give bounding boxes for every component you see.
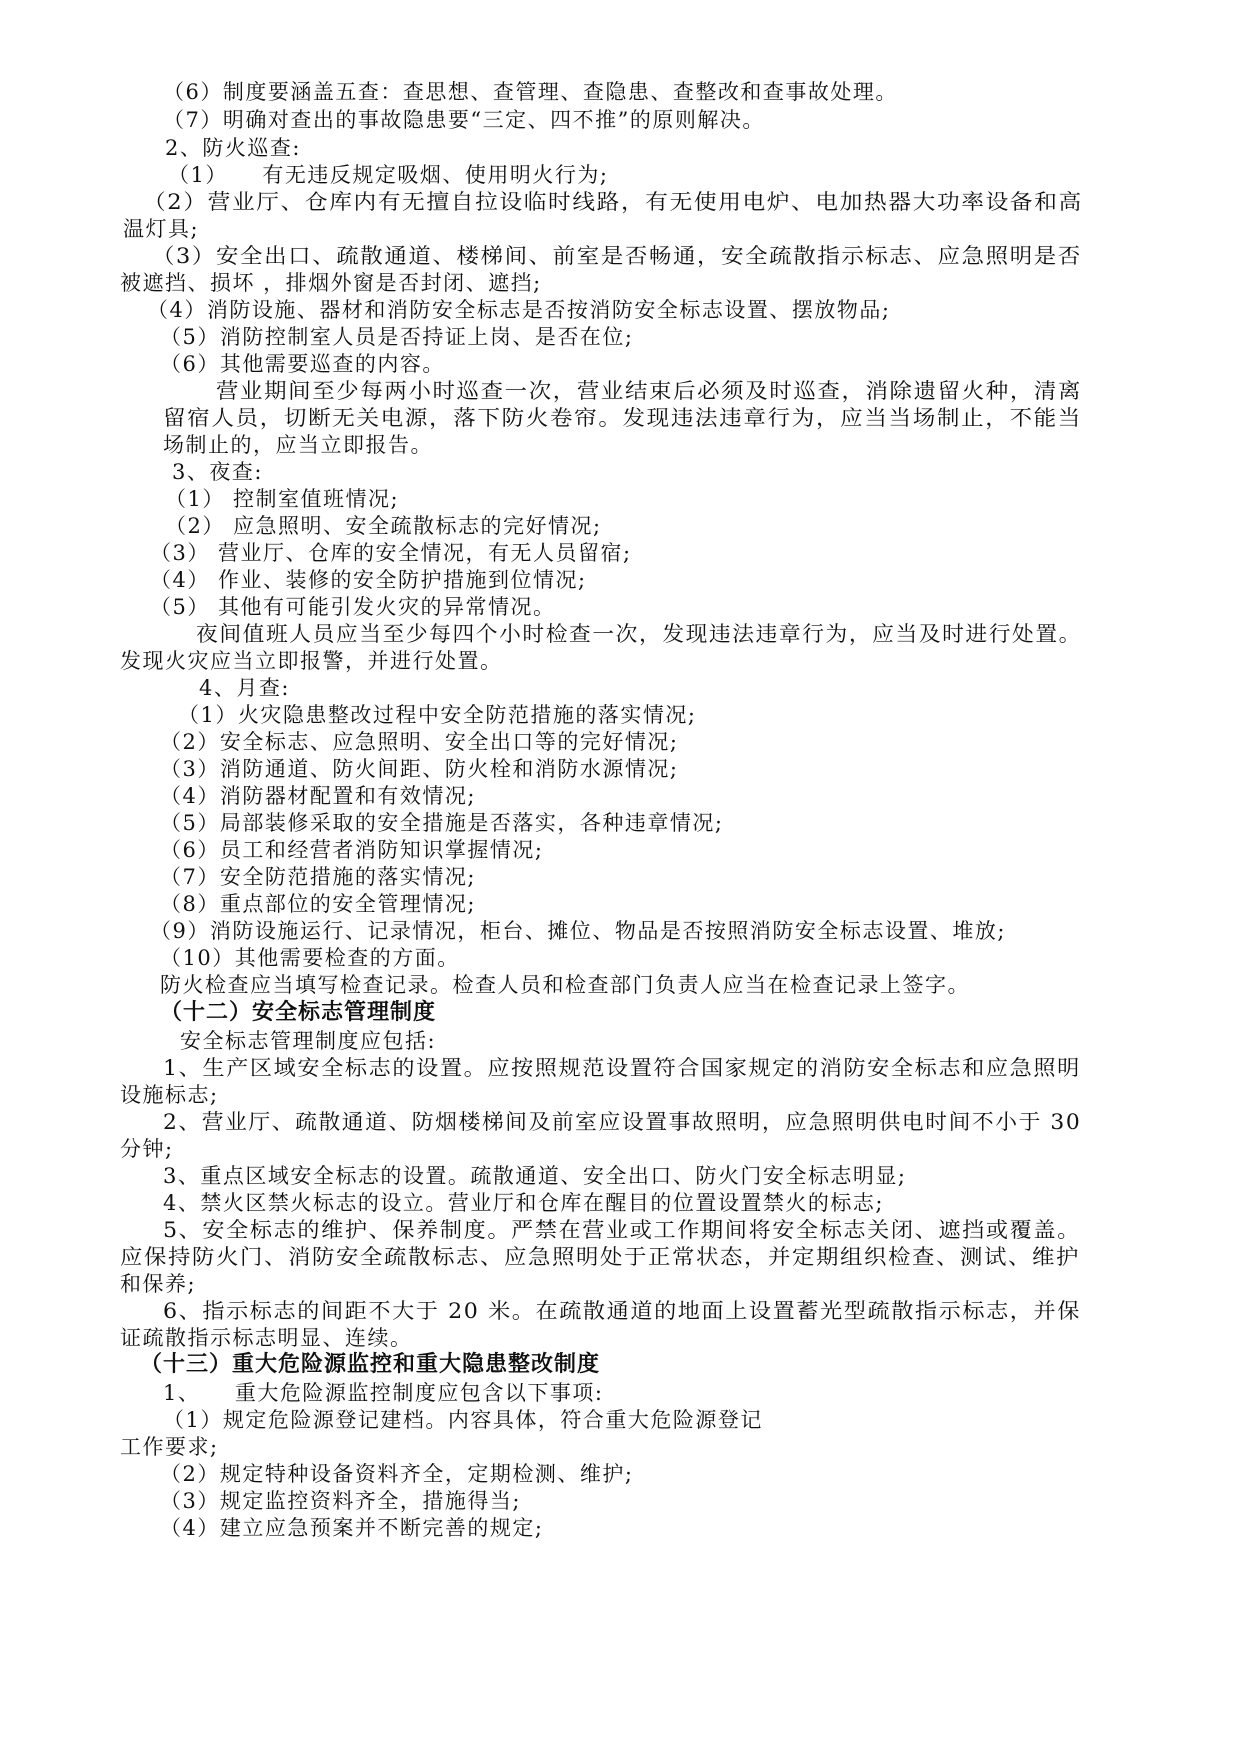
text-line: 2、营业厅、疏散通道、防烟楼梯间及前室应设置事故照明，应急照明供电时间不小于 30: [163, 1110, 1082, 1134]
text-line: （4）消防设施、器材和消防安全标志是否按消防安全标志设置、摆放物品;: [147, 298, 891, 322]
text-line: 4、月查:: [199, 676, 290, 700]
text-line: （4） 作业、装修的安全防护措施到位情况;: [150, 568, 587, 592]
text-line: 和保养;: [120, 1272, 197, 1296]
text-line: 留宿人员，切断无关电源，落下防火卷帘。发现违法违章行为，应当当场制止，不能当: [163, 406, 1082, 430]
text-line: （3）规定监控资料齐全，措施得当;: [160, 1489, 521, 1513]
text-line: （2）营业厅、仓库内有无擅自拉设临时线路，有无使用电炉、电加热器大功率设备和高: [143, 190, 1083, 214]
text-line: （4）消防器材配置和有效情况;: [160, 784, 476, 808]
text-line: （2）安全标志、应急照明、安全出口等的完好情况;: [160, 730, 679, 754]
text-line: 5、安全标志的维护、保养制度。严禁在营业或工作期间将安全标志关闭、遮挡或覆盖。: [163, 1218, 1081, 1242]
text-line: （5） 其他有可能引发火灾的异常情况。: [150, 595, 556, 619]
text-line: （6）其他需要巡查的内容。: [160, 352, 445, 376]
section-heading: （十二）安全标志管理制度: [160, 1000, 437, 1025]
text-line: 安全标志管理制度应包括:: [180, 1029, 437, 1053]
text-line: （3）消防通道、防火间距、防火栓和消防水源情况;: [160, 757, 679, 781]
text-line: （6）员工和经营者消防知识掌握情况;: [160, 838, 544, 862]
text-line: （1） 控制室值班情况;: [165, 487, 400, 511]
text-line: 应保持防火门、消防安全疏散标志、应急照明处于正常状态，并定期组织检查、测试、维护: [120, 1245, 1080, 1269]
text-line: （6）制度要涵盖五查：查思想、查管理、查隐患、查整改和查事故处理。: [163, 80, 898, 104]
text-line: （7）安全防范措施的落实情况;: [160, 865, 476, 889]
text-line: 营业期间至少每两小时巡查一次，营业结束后必须及时巡查，消除遗留火种，清离: [216, 379, 1082, 403]
text-line: 分钟;: [120, 1137, 174, 1161]
text-line: （2）规定特种设备资料齐全，定期检测、维护;: [160, 1462, 634, 1486]
text-line: （3） 营业厅、仓库的安全情况，有无人员留宿;: [150, 541, 632, 565]
text-line: （7）明确对查出的事故隐患要“三定、四不推”的原则解决。: [163, 108, 765, 132]
text-line: （1）火灾隐患整改过程中安全防范措施的落实情况;: [178, 703, 697, 727]
text-line: 证疏散指示标志明显、连续。: [120, 1326, 413, 1350]
section-heading: （十三）重大危险源监控和重大隐患整改制度: [140, 1352, 601, 1377]
text-line: （9）消防设施运行、记录情况，柜台、摊位、物品是否按照消防安全标志设置、堆放;: [150, 919, 1006, 943]
text-line: 6、指示标志的间距不大于 20 米。在疏散通道的地面上设置蓄光型疏散指示标志，并保: [163, 1299, 1081, 1323]
text-line: 防火检查应当填写检查记录。检查人员和检查部门负责人应当在检查记录上签字。: [160, 973, 970, 997]
text-line: 1、 重大危险源监控制度应包含以下事项:: [163, 1381, 604, 1405]
text-line: 2、防火巡查:: [165, 136, 301, 160]
text-line: 发现火灾应当立即报警，并进行处置。: [120, 649, 503, 673]
text-line: （3）安全出口、疏散通道、楼梯间、前室是否畅通，安全疏散指示标志、应急照明是否: [152, 244, 1082, 268]
text-line: （5）消防控制室人员是否持证上岗、是否在位;: [160, 325, 634, 349]
text-line: 夜间值班人员应当至少每四个小时检查一次，发现违法违章行为，应当及时进行处置。: [196, 622, 1082, 646]
text-line: （1） 有无违反规定吸烟、使用明火行为;: [168, 163, 609, 187]
text-line: 温灯具;: [123, 217, 200, 241]
text-line: （1）规定危险源登记建档。内容具体，符合重大危险源登记: [163, 1408, 763, 1432]
text-line: 被遮挡、损坏 ，排烟外窗是否封闭、遮挡;: [120, 271, 542, 295]
text-line: 设施标志;: [120, 1083, 219, 1107]
text-line: 场制止的，应当立即报告。: [163, 433, 433, 457]
text-line: 4、禁火区禁火标志的设立。营业厅和仓库在醒目的位置设置禁火的标志;: [163, 1191, 884, 1215]
text-line: 3、夜查:: [172, 460, 263, 484]
text-line: （4）建立应急预案并不断完善的规定;: [160, 1516, 544, 1540]
text-line: 3、重点区域安全标志的设置。疏散通道、安全出口、防火门安全标志明显;: [163, 1164, 907, 1188]
text-line: （10）其他需要检查的方面。: [160, 946, 460, 970]
text-line: （8）重点部位的安全管理情况;: [160, 892, 476, 916]
text-line: 1、生产区域安全标志的设置。应按照规范设置符合国家规定的消防安全标志和应急照明: [163, 1056, 1081, 1080]
text-line: 工作要求;: [120, 1435, 219, 1459]
text-line: （2） 应急照明、安全疏散标志的完好情况;: [165, 514, 602, 538]
text-line: （5）局部装修采取的安全措施是否落实，各种违章情况;: [160, 811, 724, 835]
